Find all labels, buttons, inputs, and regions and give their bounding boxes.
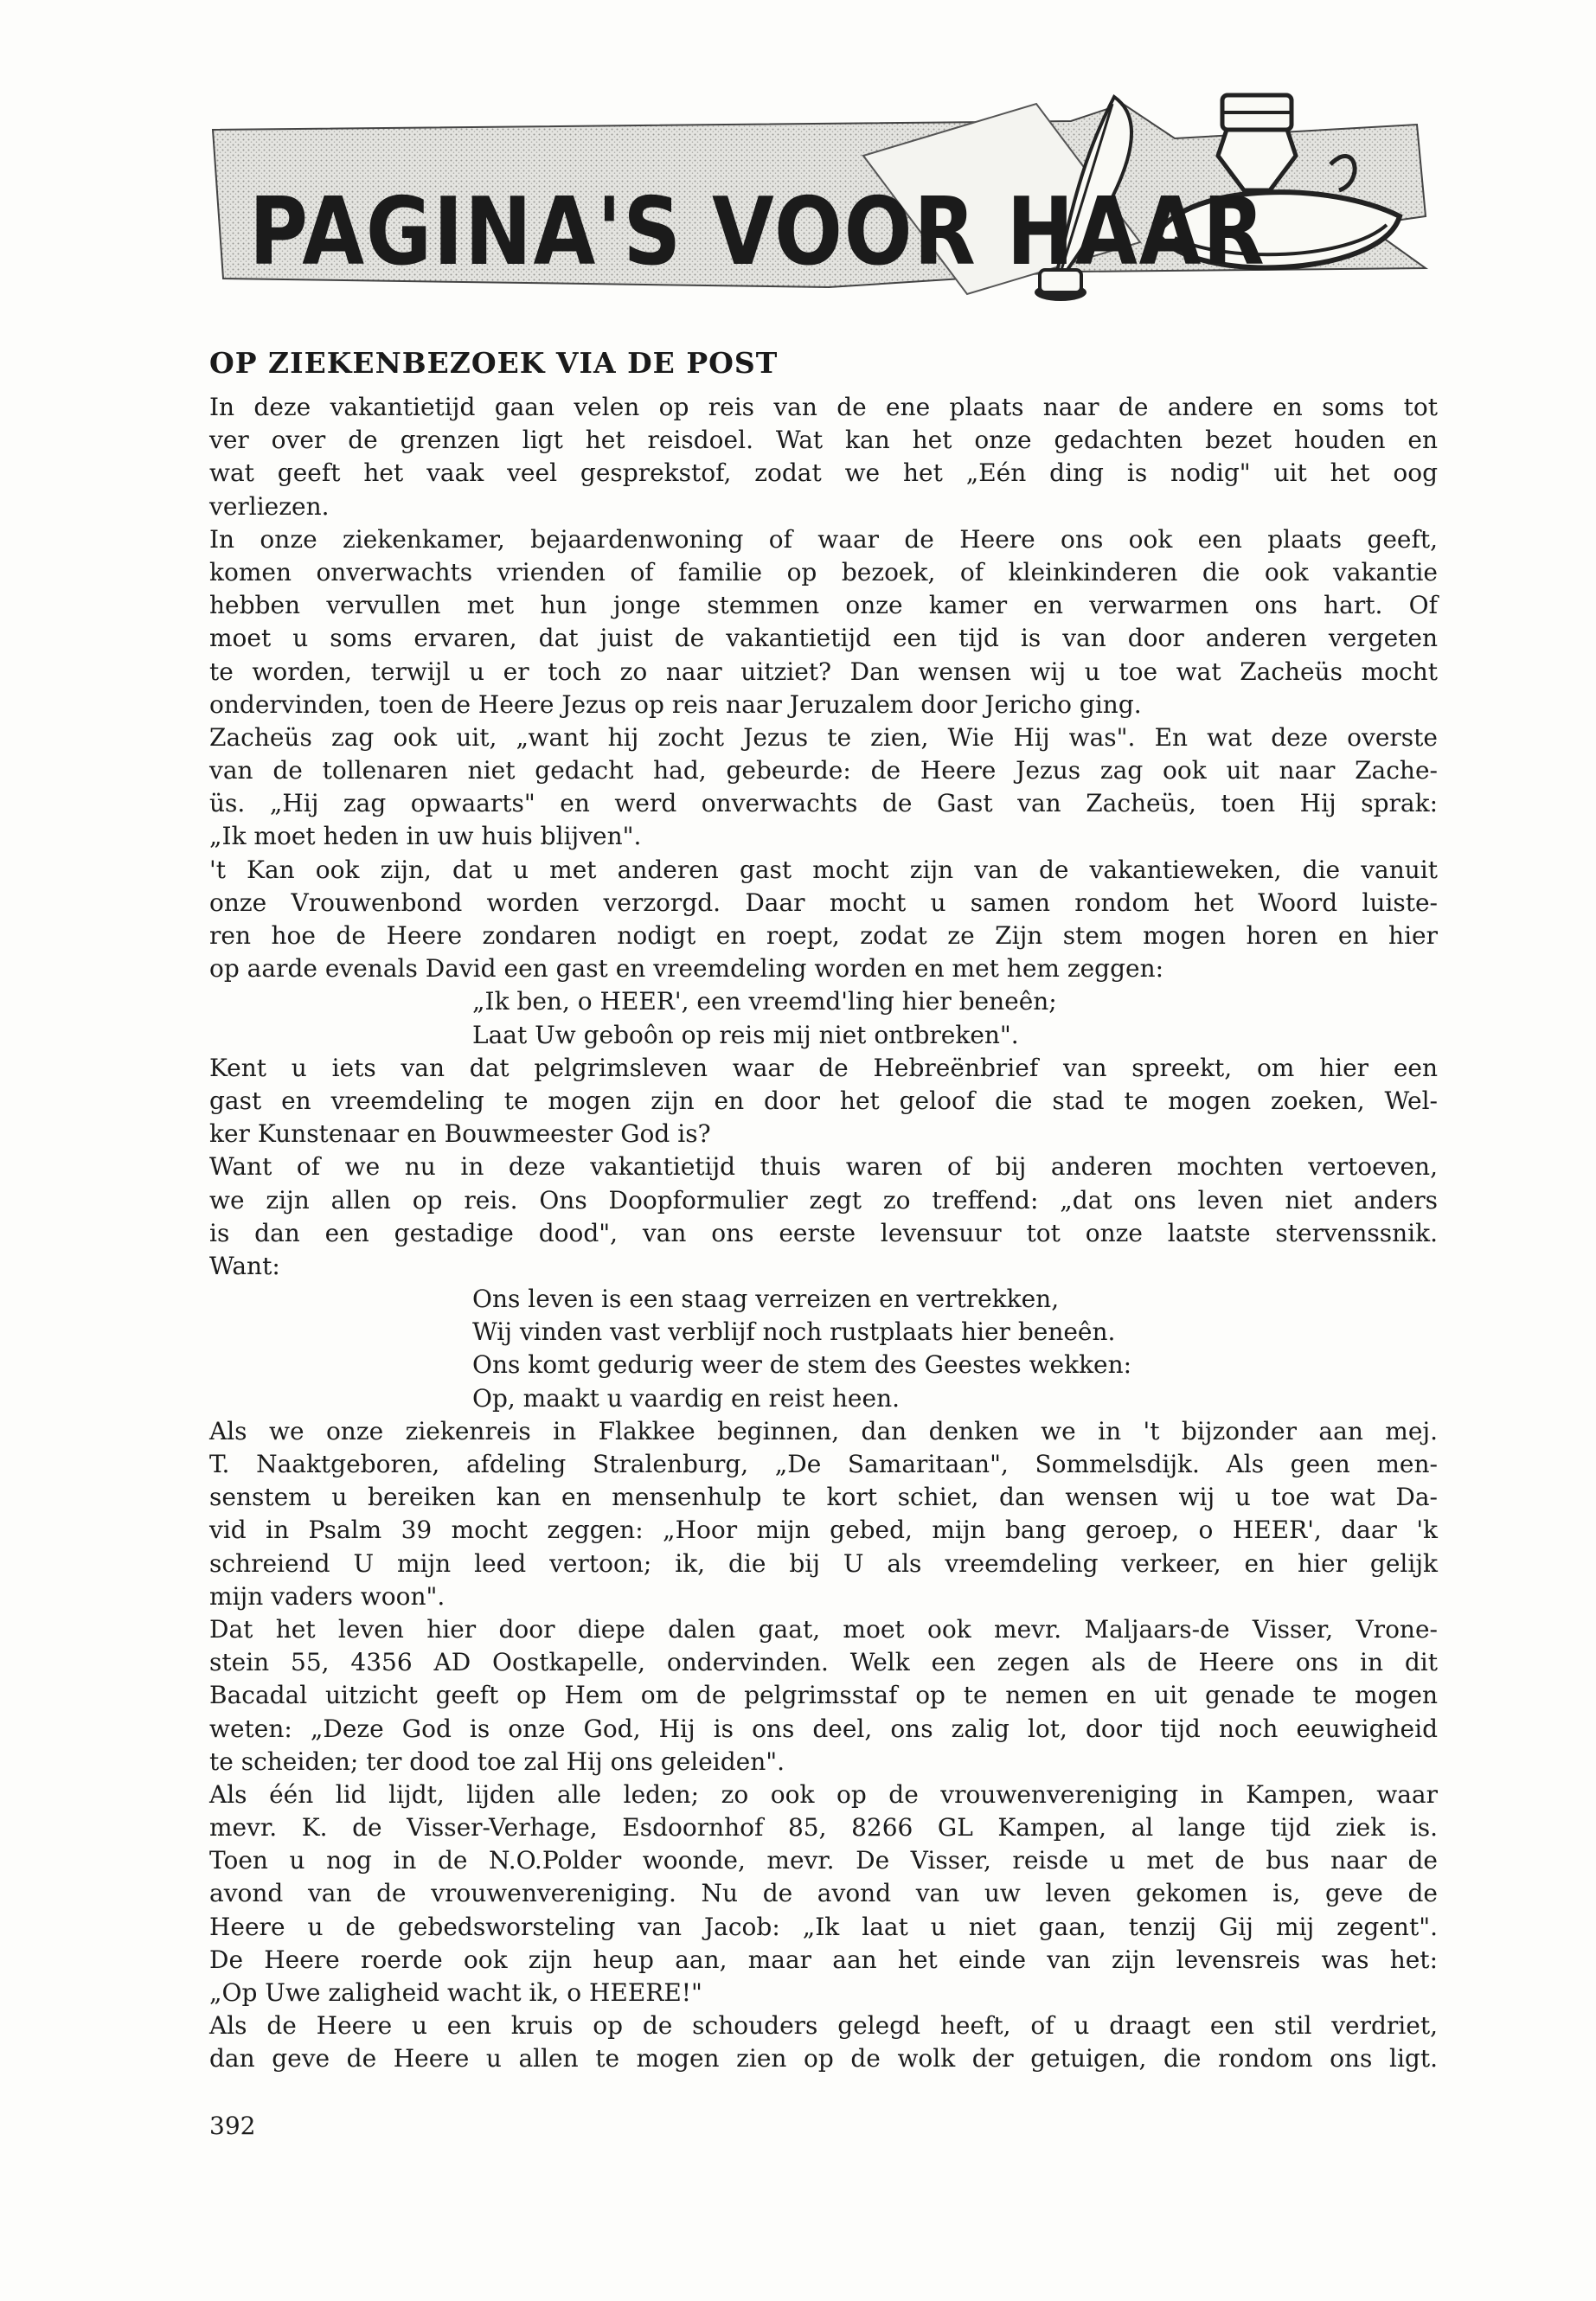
text-line: De Heere roerde ook zijn heup aan, maar aan het einde van zijn levensreis was het: (209, 1945, 1438, 1974)
text-line: Zacheüs zag ook uit, „want hij zocht Jezus te zien, Wie Hij was". En wat deze overste (209, 722, 1438, 752)
text-line: Heere u de gebedsworsteling van Jacob: „Ik laat u niet gaan, tenzij Gij mij zegent". (209, 1912, 1438, 1941)
text-line: gast en vreemdeling te mogen zijn en door het geloof die stad te mogen zoeken, Wel- (209, 1086, 1438, 1115)
text-line: onze Vrouwenbond worden verzorgd. Daar mocht u samen rondom het Woord luiste- (209, 888, 1438, 917)
header-banner (206, 87, 1434, 320)
text-line: is dan een gestadige dood", van ons eerste levensuur tot onze laatste stervenssnik. (209, 1218, 1438, 1247)
text-line: avond van de vrouwenvereniging. Nu de avond van uw leven gekomen is, geve de (209, 1879, 1438, 1908)
text-line: schreiend U mijn leed vertoon; ik, die bij U als vreemdeling verkeer, en hier gelijk (209, 1548, 1438, 1578)
verse-line: „Ik ben, o HEER', een vreemd'ling hier beneên; (472, 987, 1057, 1016)
verse-line: Op, maakt u vaardig en reist heen. (472, 1383, 901, 1413)
text-line: vid in Psalm 39 mocht zeggen: „Hoor mijn gebed, mijn bang geroep, o HEER', daar 'k (209, 1516, 1438, 1545)
text-line: Als we onze ziekenreis in Flakkee beginnen, dan denken we in 't bijzonder aan mej. (209, 1416, 1438, 1445)
text-line: komen onverwachts vrienden of familie op bezoek, of kleinkinderen die ook vakantie (209, 557, 1438, 586)
verse-line: Laat Uw geboôn op reis mij niet ontbreken". (472, 1020, 1019, 1049)
text-line: ondervinden, toen de Heere Jezus op reis naar Jeruzalem door Jericho ging. (209, 689, 1142, 719)
text-line: ker Kunstenaar en Bouwmeester God is? (209, 1119, 711, 1149)
text-line: Want: (209, 1251, 280, 1280)
text-line: senstem u bereiken kan en mensenhulp te kort schiet, dan wensen wij u toe wat Da- (209, 1483, 1438, 1512)
page-number: 392 (209, 2112, 256, 2140)
text-line: Kent u iets van dat pelgrimsleven waar de Hebreënbrief van spreekt, om hier een (209, 1053, 1438, 1082)
text-line: hebben vervullen met hun jonge stemmen onze kamer en verwarmen ons hart. Of (209, 591, 1438, 620)
text-line: mijn vaders woon". (209, 1581, 445, 1611)
text-line: stein 55, 4356 AD Oostkapelle, ondervinden. Welk een zegen als de Heere ons in dit (209, 1648, 1438, 1677)
verse-line: Wij vinden vast verblijf noch rustplaats hier beneên. (472, 1317, 1116, 1347)
text-line: Toen u nog in de N.O.Polder woonde, mevr. De Visser, reisde u met de bus naar de (209, 1846, 1438, 1875)
text-line: Als de Heere u een kruis op de schouders gelegd heeft, of u draagt een stil verdriet, (209, 2011, 1438, 2041)
text-line: te scheiden; ter dood toe zal Hij ons geleiden". (209, 1747, 785, 1776)
text-line: ver over de grenzen ligt het reisdoel. Wat kan het onze gedachten bezet houden en (209, 426, 1438, 455)
text-line: In deze vakantietijd gaan velen op reis van de ene plaats naar de andere en soms tot (209, 393, 1438, 421)
text-line: moet u soms ervaren, dat juist de vakantietijd een tijd is van door anderen vergeten (209, 624, 1438, 653)
article-body (209, 391, 1438, 2076)
verse-line: Ons komt gedurig weer de stem des Geestes wekken: (472, 1350, 1132, 1380)
verse-line: Ons leven is een staag verreizen en vertrekken, (472, 1285, 1060, 1314)
text-line: dan geve de Heere u allen te mogen zien op de wolk der getuigen, die rondom ons ligt. (209, 2044, 1438, 2073)
text-line: In onze ziekenkamer, bejaardenwoning of waar de Heere ons ook een plaats geeft, (209, 524, 1438, 554)
text-line: ren hoe de Heere zondaren nodigt en roept, zodat ze Zijn stem mogen horen en hier (209, 921, 1438, 950)
text-line: Want of we nu in deze vakantietijd thuis waren of bij anderen mochten vertoeven, (209, 1152, 1438, 1182)
text-line: üs. „Hij zag opwaarts" en werd onverwachts de Gast van Zacheüs, toen Hij sprak: (209, 789, 1438, 818)
text-line: verliezen. (209, 491, 330, 521)
text-line: „Ik moet heden in uw huis blijven". (209, 822, 642, 851)
text-line: van de tollenaren niet gedacht had, gebeurde: de Heere Jezus zag ook uit naar Zache- (209, 756, 1438, 785)
text-line: mevr. K. de Visser-Verhage, Esdoornhof 85, 8266 GL Kampen, al lange tijd ziek is. (209, 1813, 1438, 1843)
text-line: wat geeft het vaak veel gesprekstof, zodat we het „Eén ding is nodig" uit het oog (209, 458, 1438, 488)
text-line: Bacadal uitzicht geeft op Hem om de pelgrimsstaf op te nemen en uit genade te mogen (209, 1681, 1438, 1710)
text-line: op aarde evenals David een gast en vreemdeling worden en met hem zeggen: (209, 954, 1164, 984)
text-line: Als één lid lijdt, lijden alle leden; zo ook op de vrouwenvereniging in Kampen, waar (209, 1779, 1438, 1809)
text-line: weten: „Deze God is onze God, Hij is ons deel, ons zalig lot, door tijd noch eeuwigheid (209, 1714, 1438, 1743)
text-line: Dat het leven hier door diepe dalen gaat, moet ook mevr. Maljaars-de Visser, Vrone- (209, 1614, 1438, 1644)
text-line: T. Naaktgeboren, afdeling Stralenburg, „De Samaritaan", Sommelsdijk. Als geen men- (209, 1450, 1438, 1478)
article-title: OP ZIEKENBEZOEK VIA DE POST (209, 346, 779, 380)
banner-title: PAGINA'S VOOR HAAR (249, 178, 1266, 286)
text-line: „Op Uwe zaligheid wacht ik, o HEERE!" (209, 1978, 702, 2007)
text-line: te worden, terwijl u er toch zo naar uitziet? Dan wensen wij u toe wat Zacheüs mocht (209, 657, 1438, 686)
text-line: we zijn allen op reis. Ons Doopformulier zegt zo treffend: „dat ons leven niet anders (209, 1185, 1438, 1215)
text-line: 't Kan ook zijn, dat u met anderen gast mocht zijn van de vakantieweken, die vanuit (209, 855, 1438, 884)
